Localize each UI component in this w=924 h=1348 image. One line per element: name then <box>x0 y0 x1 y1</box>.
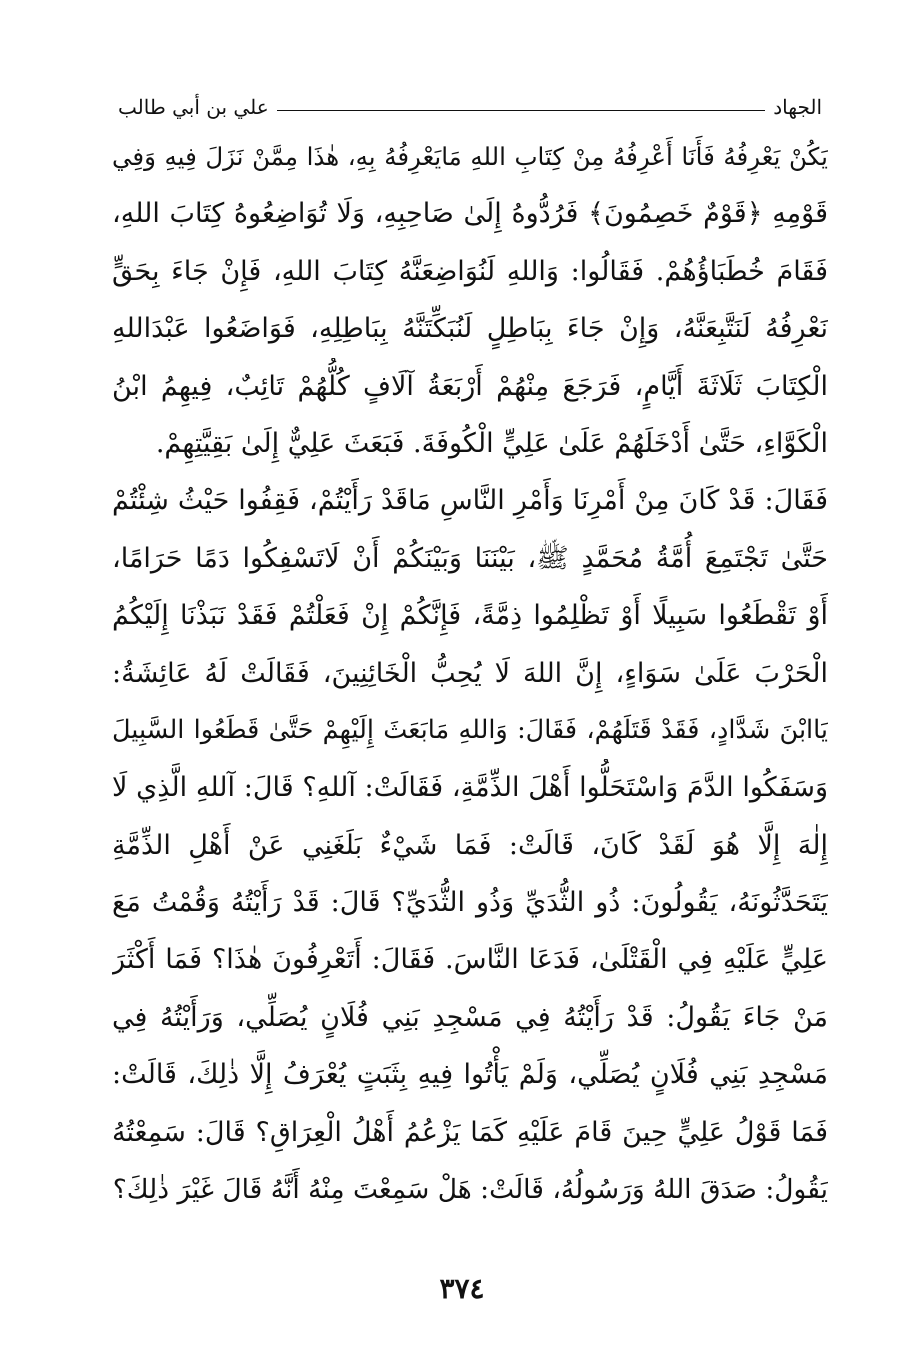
text-line: وَسَفَكُوا الدَّمَ وَاسْتَحَلُّوا أَهْلَ الذِّمَّةِ، فَقَالَتْ: آللهِ؟ قَالَ: آللهِ الَّذِي لَا <box>112 772 828 804</box>
text-line: فَقَالَ: قَدْ كَانَ مِنْ أَمْرِنَا وَأَمْرِ النَّاسِ مَاقَدْ رَأَيْتُمْ، فَقِفُوا حَيْثُ شِئْتُمْ <box>112 485 828 517</box>
text-line: يَقُولُ: صَدَقَ اللهُ وَرَسُولُهُ، قَالَتْ: هَلْ سَمِعْتَ مِنْهُ أَنَّهُ قَالَ غَيْرَ ذٰلِكَ؟ <box>112 1174 828 1206</box>
header-section-title: الجهاد <box>773 95 822 119</box>
text-line: أَوْ تَقْطَعُوا سَبِيلًا أَوْ تَظْلِمُوا ذِمَّةً، فَإِنَّكُمْ إِنْ فَعَلْتُمْ فَقَدْ نَبَذْنَا إِلَيْكُمُ <box>112 600 828 632</box>
text-line: حَتَّىٰ تَجْتَمِعَ أُمَّةُ مُحَمَّدٍ ﷺ، بَيْنَنَا وَبَيْنَكُمْ أَنْ لَاتَسْفِكُوا دَمًا حَرَامًا، <box>112 542 828 574</box>
text-line: يَاابْنَ شَدَّادٍ، فَقَدْ قَتَلَهُمْ، فَقَالَ: وَاللهِ مَابَعَثَ إِلَيْهِمْ حَتَّىٰ قَطَعُوا السَّبِيلَ <box>112 714 828 745</box>
header-book-title: علي بن أبي طالب <box>118 95 269 119</box>
header-rule <box>277 110 766 111</box>
running-header <box>118 92 822 122</box>
text-line: مَسْجِدِ بَنِي فُلَانٍ يُصَلِّي، وَلَمْ يَأْتُوا فِيهِ بِثَبَتٍ يُعْرَفُ إِلَّا ذٰلِكَ، قَالَتْ: <box>112 1059 828 1091</box>
text-line: قَوْمِهِ ﴿قَوْمٌ خَصِمُونَ﴾ فَرُدُّوهُ إِلَىٰ صَاحِبِهِ، وَلَا تُوَاضِعُوهُ كِتَابَ اللهِ، <box>112 198 828 230</box>
text-line: إِلٰهَ إِلَّا هُوَ لَقَدْ كَانَ، قَالَتْ: فَمَا شَيْءٌ بَلَغَنِي عَنْ أَهْلِ الذِّمَّةِ <box>112 829 828 861</box>
text-line: فَقَامَ خُطَبَاؤُهُمْ. فَقَالُوا: وَاللهِ لَنُوَاضِعَنَّهُ كِتَابَ اللهِ، فَإِنْ جَاءَ بِحَقٍّ <box>112 255 828 287</box>
text-line: الْكِتَابَ ثَلَاثَةَ أَيَّامٍ، فَرَجَعَ مِنْهُمْ أَرْبَعَةُ آلَافٍ كُلُّهُمْ تَائِبٌ، فِيهِمُ ابْنُ <box>112 370 828 402</box>
body-text <box>112 128 828 1218</box>
text-line: مَنْ جَاءَ يَقُولُ: قَدْ رَأَيْتُهُ فِي مَسْجِدِ بَنِي فُلَانٍ يُصَلِّي، وَرَأَيْتُهُ فِي <box>112 1001 828 1033</box>
text-line: عَلِيٍّ عَلَيْهِ فِي الْقَتْلَىٰ، فَدَعَا النَّاسَ. فَقَالَ: أَتَعْرِفُونَ هٰذَا؟ فَمَا أَكْثَرَ <box>112 944 828 976</box>
text-line: الْكَوَّاءِ، حَتَّىٰ أَدْخَلَهُمْ عَلَىٰ عَلِيٍّ الْكُوفَةَ. فَبَعَثَ عَلِيٌّ إِلَىٰ بَقِيَّتِهِمْ. <box>155 427 828 459</box>
text-line: نَعْرِفُهُ لَنَتَّبِعَنَّهُ، وَإِنْ جَاءَ بِبَاطِلٍ لَنُبَكِّتَنَّهُ بِبَاطِلِهِ، فَوَاضَعُوا عَبْدَاللهِ <box>112 313 828 345</box>
page-number: ٣٧٤ <box>439 1272 485 1305</box>
text-line: فَمَا قَوْلُ عَلِيٍّ حِينَ قَامَ عَلَيْهِ كَمَا يَزْعُمُ أَهْلُ الْعِرَاقِ؟ قَالَ: سَمِعْتُهُ <box>112 1116 828 1148</box>
text-line: يَتَحَدَّثُونَهُ، يَقُولُونَ: ذُو الثُّدَيِّ وَذُو الثُّدَيِّ؟ قَالَ: قَدْ رَأَيْتُهُ وَقُمْتُ مَعَ <box>112 887 828 919</box>
text-line: الْحَرْبَ عَلَىٰ سَوَاءٍ، إِنَّ اللهَ لَا يُحِبُّ الْخَائِنِينَ، فَقَالَتْ لَهُ عَائِشَةُ: <box>112 657 828 689</box>
text-line: يَكُنْ يَعْرِفُهُ فَأَنَا أَعْرِفُهُ مِنْ كِتَابِ اللهِ مَايَعْرِفُهُ بِهِ، هٰذَا مِمَّنْ نَزَلَ فِيهِ وَفِي <box>112 142 828 171</box>
